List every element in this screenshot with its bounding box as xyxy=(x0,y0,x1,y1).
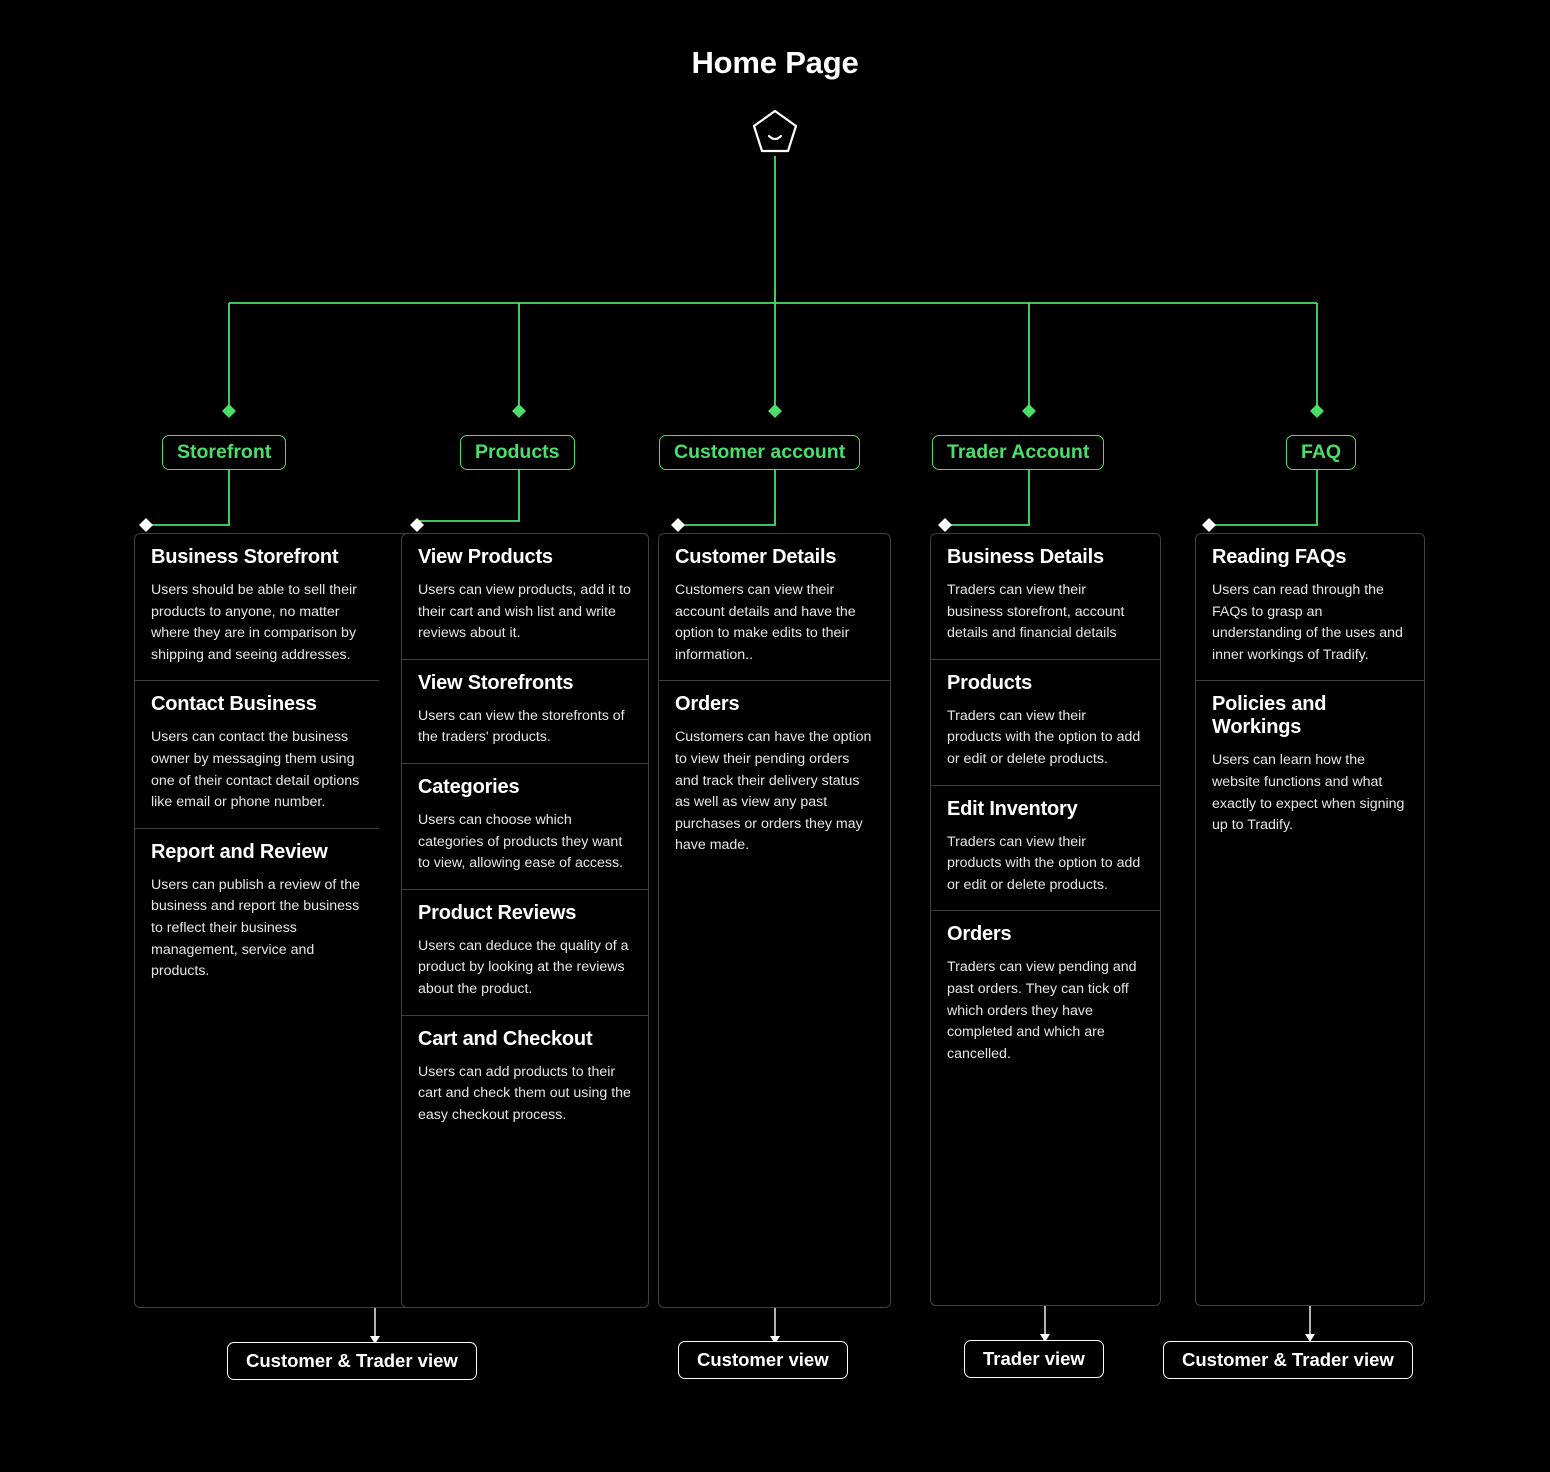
view-label-text: Customer & Trader view xyxy=(1182,1349,1394,1370)
section-body: Users can contact the business owner by messaging them using one of their contact detail options like email or phone number. xyxy=(151,729,360,811)
section-reading-faqs xyxy=(1196,534,1424,681)
column-faq xyxy=(1195,533,1425,1306)
column-customer-account xyxy=(658,533,891,1308)
section-body: Customers can view their account details and have the option to make edits to their information.. xyxy=(675,582,856,663)
section-categories xyxy=(402,764,648,890)
section-view-products xyxy=(402,534,648,660)
section-report-and-review xyxy=(135,829,379,997)
section-body: Users can add products to their cart and check them out using the easy checkout process. xyxy=(418,1063,631,1123)
node-storefront[interactable] xyxy=(162,435,286,470)
node-products[interactable] xyxy=(460,435,575,470)
section-heading: Policies and Workings xyxy=(1212,693,1327,739)
section-product-reviews xyxy=(402,890,648,1016)
section-business-details xyxy=(931,534,1160,660)
section-heading: Business Details xyxy=(947,546,1104,568)
section-heading: Edit Inventory xyxy=(947,797,1078,820)
section-heading: View Storefronts xyxy=(418,671,574,694)
section-heading: Business Storefront xyxy=(151,546,339,568)
column-trader-account xyxy=(930,533,1161,1306)
view-label-customer-account xyxy=(678,1341,848,1379)
view-label-trader-account xyxy=(964,1340,1104,1378)
view-label-text: Trader view xyxy=(983,1348,1085,1369)
section-body: Traders can view their products with the option to add or edit or delete products. xyxy=(947,707,1141,767)
section-heading: Cart and Checkout xyxy=(418,1027,593,1050)
section-heading: Reading FAQs xyxy=(1212,546,1347,568)
section-body: Users can read through the FAQs to grasp an understanding of the uses and inner workings of Tradify. xyxy=(1212,582,1403,663)
node-customer-account[interactable] xyxy=(659,435,860,470)
section-body: Users can view the storefronts of the traders' products. xyxy=(418,707,625,746)
view-label-storefront xyxy=(227,1342,477,1380)
section-view-storefronts xyxy=(402,660,648,764)
section-body: Users can deduce the quality of a product by looking at the reviews about the product. xyxy=(418,937,629,997)
section-heading: View Products xyxy=(418,546,553,568)
section-heading: Product Reviews xyxy=(418,901,577,924)
section-trader-orders xyxy=(931,911,1160,1079)
section-body: Users can publish a review of the business and report the business to reflect their business management, service and products. xyxy=(151,876,360,980)
node-label: Products xyxy=(475,441,560,463)
section-heading: Orders xyxy=(675,693,740,716)
section-body: Users can learn how the website functions and what exactly to expect when signing up to Tradify. xyxy=(1212,752,1405,834)
view-label-text: Customer view xyxy=(697,1349,829,1370)
section-body: Traders can view pending and past orders. They can tick off which orders they have completed and which are cancelled. xyxy=(947,959,1137,1062)
section-heading: Contact Business xyxy=(151,693,317,716)
node-label: Storefront xyxy=(177,441,272,463)
section-business-storefront xyxy=(135,534,379,681)
section-body: Traders can view their products with the option to add or edit or delete products. xyxy=(947,833,1141,893)
view-label-faq xyxy=(1163,1341,1413,1379)
node-faq[interactable] xyxy=(1286,435,1356,470)
section-policies-and-workings xyxy=(1196,681,1424,850)
section-body: Users can view products, add it to their cart and wish list and write reviews about it. xyxy=(418,582,631,642)
node-label: Customer account xyxy=(674,441,846,463)
section-heading: Products xyxy=(947,671,1033,694)
section-body: Users should be able to sell their products to anyone, no matter where they are in comparison by shipping and seeing addresses. xyxy=(151,582,357,663)
section-body: Traders can view their business storefront, account details and financial details xyxy=(947,582,1125,642)
home-pentagon-icon xyxy=(750,108,800,156)
section-body: Users can choose which categories of products they want to view, allowing ease of access. xyxy=(418,811,624,872)
view-label-text: Customer & Trader view xyxy=(246,1350,458,1371)
page-title: Home Page xyxy=(691,45,859,80)
node-label: FAQ xyxy=(1301,441,1342,463)
section-body: Customers can have the option to view their pending orders and track their delivery status as well as view any past purchases or orders they may have made. xyxy=(675,729,872,854)
section-contact-business xyxy=(135,681,379,828)
section-heading: Report and Review xyxy=(151,840,328,863)
node-trader-account[interactable] xyxy=(932,435,1104,470)
section-heading: Categories xyxy=(418,775,520,798)
section-edit-inventory xyxy=(931,786,1160,912)
section-customer-orders xyxy=(659,681,890,871)
node-label: Trader Account xyxy=(947,441,1090,463)
section-trader-products xyxy=(931,660,1160,786)
column-products xyxy=(401,533,649,1308)
section-cart-and-checkout xyxy=(402,1016,648,1141)
section-customer-details xyxy=(659,534,890,681)
section-heading: Orders xyxy=(947,923,1012,946)
section-heading: Customer Details xyxy=(675,546,837,568)
